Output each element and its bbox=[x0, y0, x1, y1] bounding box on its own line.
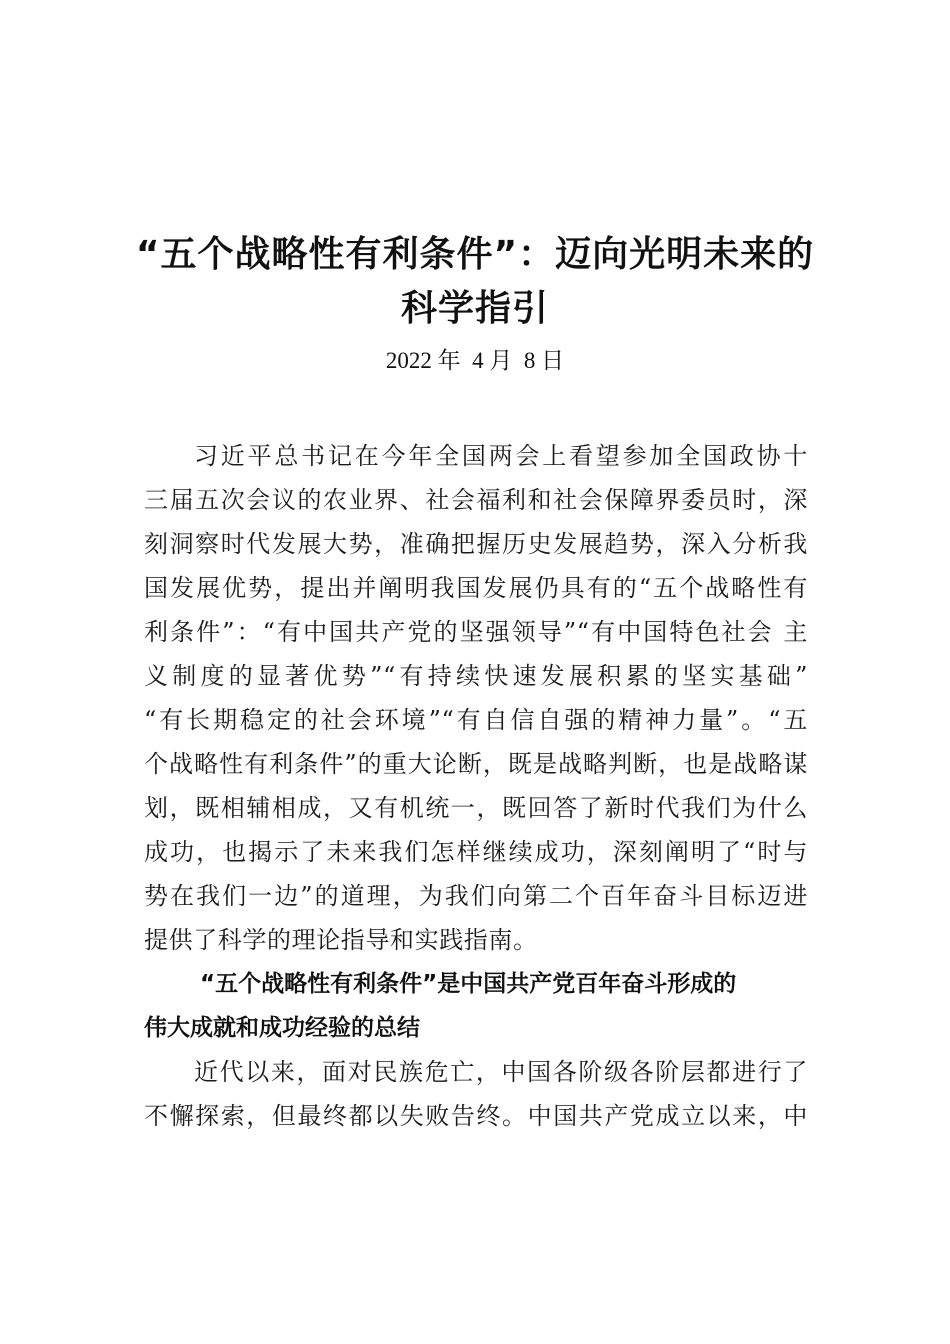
page-title bbox=[120, 228, 830, 336]
text-line: 势在我们一边”的道理，为我们向第二个百年奋斗目标迈进 bbox=[144, 882, 808, 910]
text-line: 习近平总书记在今年全国两会上看望参加全国政协十 bbox=[194, 442, 808, 470]
article-body bbox=[144, 434, 808, 1138]
text-line: 三届五次会议的农业界、社会福利和社会保障界委员时，深 bbox=[144, 486, 808, 514]
text-line: 个战略性有利条件”的重大论断，既是战略判断，也是战略谋 bbox=[144, 750, 808, 778]
text-line: 刻洞察时代发展大势，准确把握历史发展趋势，深入分析我 bbox=[144, 530, 808, 558]
text-line: 成功，也揭示了未来我们怎样继续成功，深刻阐明了“时与 bbox=[144, 838, 808, 866]
text-line: 划，既相辅相成，又有机统一，既回答了新时代我们为什么 bbox=[144, 794, 808, 822]
title-line: “五个战略性有利条件”：迈向光明未来的 bbox=[135, 234, 815, 275]
publish-date: 2022 年 4 月 8 日 bbox=[385, 348, 565, 373]
text-line: “有长期稳定的社会环境”“有自信自强的精神力量”。“五 bbox=[144, 706, 808, 734]
text-line: 义制度的显著优势”“有持续快速发展积累的坚实基础” bbox=[144, 662, 808, 690]
paragraph-1 bbox=[144, 434, 808, 962]
heading-line: “五个战略性有利条件”是中国共产党百年奋斗形成的 bbox=[200, 971, 737, 997]
text-line: 利条件”：“有中国共产党的坚强领导”“有中国特色社会 主 bbox=[144, 618, 808, 646]
section-heading bbox=[144, 962, 808, 1050]
paragraph-2 bbox=[144, 1050, 808, 1138]
text-line: 国发展优势，提出并阐明我国发展仍具有的“五个战略性有 bbox=[144, 574, 808, 602]
text-line: 不懈探索，但最终都以失败告终。中国共产党成立以来，中 bbox=[144, 1102, 808, 1130]
text-line: 近代以来，面对民族危亡，中国各阶级各阶层都进行了 bbox=[194, 1058, 808, 1086]
title-line: 科学指引 bbox=[400, 288, 549, 329]
heading-line: 伟大成就和成功经验的总结 bbox=[144, 1015, 420, 1041]
text-line: 提供了科学的理论指导和实践指南。 bbox=[144, 926, 538, 954]
